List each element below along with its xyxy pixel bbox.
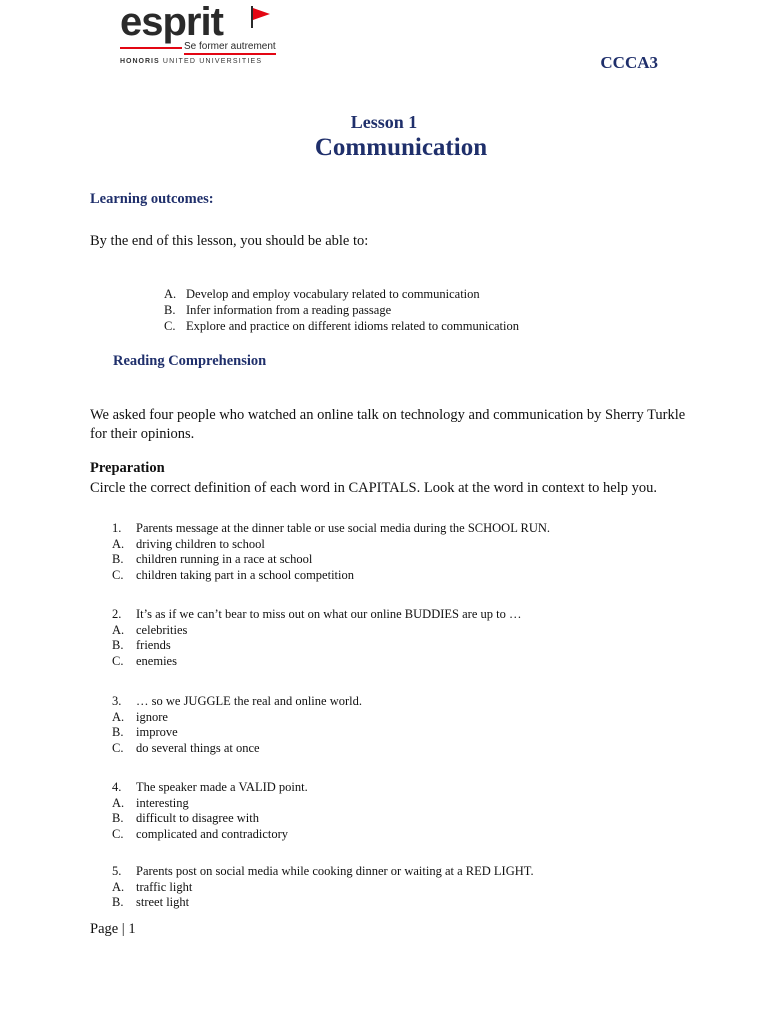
question-number: 1.: [112, 521, 122, 535]
option-letter: C.: [112, 567, 124, 582]
logo-sub-rest: UNITED UNIVERSITIES: [162, 58, 263, 65]
logo-wordmark: esprit: [120, 0, 223, 44]
option-letter: A.: [112, 795, 125, 810]
outcomes-heading: Learning outcomes:: [90, 191, 214, 207]
option-letter: A.: [112, 536, 125, 551]
outcome-text: Infer information from a reading passage: [186, 303, 392, 317]
preparation-instruction: Circle the correct definition of each word in CAPITALS. Look at the word in context to help you.: [90, 480, 658, 496]
question-text: Parents message at the dinner table or use social media during the SCHOOL RUN.: [136, 521, 551, 535]
option-text: driving children to school: [136, 536, 265, 551]
option-letter: B.: [112, 552, 124, 567]
option-text: interesting: [136, 795, 189, 810]
logo-flag-icon: [253, 8, 270, 20]
reading-intro-line2: for their opinions.: [90, 426, 195, 442]
option-text: friends: [136, 638, 171, 653]
option-text: celebrities: [136, 622, 188, 637]
option-letter: C.: [112, 740, 124, 755]
question-text: It’s as if we can’t bear to miss out on what our online BUDDIES are up to …: [136, 607, 522, 621]
option-text: children running in a race at school: [136, 552, 313, 567]
option-letter: A.: [112, 879, 125, 894]
option-letter: B.: [112, 725, 124, 740]
question-number: 2.: [112, 607, 122, 621]
question-text: … so we JUGGLE the real and online world.: [136, 694, 362, 708]
option-letter: C.: [112, 653, 124, 668]
question-number: 5.: [112, 864, 122, 878]
page-number: Page | 1: [90, 921, 136, 937]
outcome-text: Develop and employ vocabulary related to communication: [186, 287, 480, 301]
reading-intro-line1: We asked four people who watched an online talk on technology and communication by Sherry Turkle: [90, 407, 686, 423]
option-text: children taking part in a school competition: [136, 567, 354, 582]
outcome-letter: A.: [164, 287, 177, 301]
esprit-logo: [116, 2, 292, 68]
reading-heading: Reading Comprehension: [113, 353, 267, 369]
page-title: Communication: [314, 134, 488, 161]
option-letter: A.: [112, 622, 125, 637]
logo-sub-bold: HONORIS: [120, 58, 160, 65]
question-number: 3.: [112, 694, 122, 708]
outcome-letter: B.: [164, 303, 176, 317]
outcome-letter: C.: [164, 319, 176, 333]
question-text: The speaker made a VALID point.: [136, 780, 308, 794]
logo-underline: [120, 47, 182, 49]
outcome-text: Explore and practice on different idioms related to communication: [186, 319, 519, 333]
preparation-heading: Preparation: [90, 460, 165, 476]
option-letter: A.: [112, 709, 125, 724]
option-text: street light: [136, 895, 190, 910]
option-text: ignore: [136, 709, 168, 724]
option-letter: B.: [112, 638, 124, 653]
question-text: Parents post on social media while cooking dinner or waiting at a RED LIGHT.: [136, 864, 534, 878]
logo-subtitle: [120, 58, 262, 65]
option-letter: C.: [112, 826, 124, 841]
option-letter: B.: [112, 895, 124, 910]
option-text: improve: [136, 725, 178, 740]
question-number: 4.: [112, 780, 122, 794]
lesson-number: Lesson 1: [350, 112, 418, 132]
logo-tagline: Se former autrement: [184, 41, 276, 55]
outcomes-intro: By the end of this lesson, you should be able to:: [90, 233, 369, 249]
option-text: complicated and contradictory: [136, 826, 289, 841]
option-text: enemies: [136, 653, 177, 668]
course-code: CCCA3: [600, 53, 658, 72]
option-text: difficult to disagree with: [136, 811, 260, 826]
option-letter: B.: [112, 811, 124, 826]
option-text: traffic light: [136, 879, 193, 894]
option-text: do several things at once: [136, 740, 260, 755]
